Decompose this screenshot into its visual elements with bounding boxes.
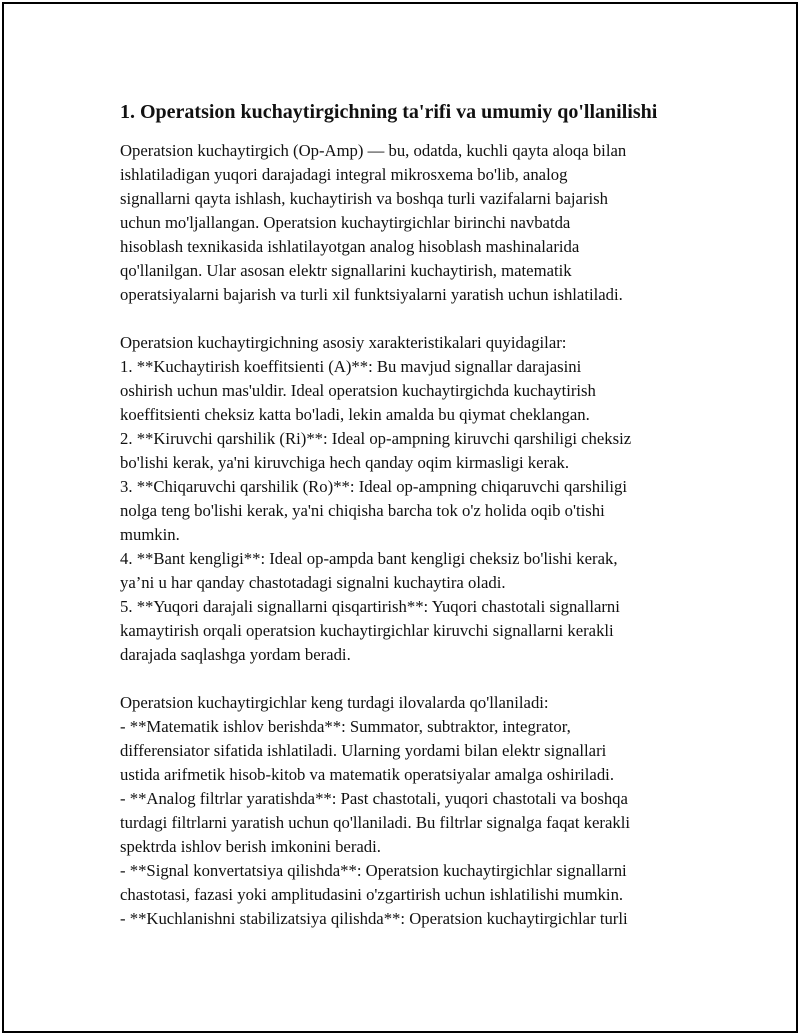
text-line: turdagi filtrlarni yaratish uchun qo'llaniladi. Bu filtrlar signalga faqat kerakli xyxy=(120,813,630,832)
text-line: koeffitsienti cheksiz katta bo'ladi, lekin amalda bu qiymat cheklangan. xyxy=(120,405,590,424)
text-line: nolga teng bo'lishi kerak, ya'ni chiqisha barcha tok o'z holida oqib o'tishi xyxy=(120,501,605,520)
text-line: - **Matematik ishlov berishda**: Summator, subtraktor, integrator, xyxy=(120,717,571,736)
text-line: - **Analog filtrlar yaratishda**: Past chastotali, yuqori chastotali va boshqa xyxy=(120,789,628,808)
characteristics-paragraph xyxy=(120,331,690,667)
text-line: Operatsion kuchaytirgich (Op-Amp) — bu, odatda, kuchli qayta aloqa bilan xyxy=(120,141,627,160)
section-heading: 1. Operatsion kuchaytirgichning ta'rifi va umumiy qo'llanilishi xyxy=(120,101,658,123)
text-line: oshirish uchun mas'uldir. Ideal operatsion kuchaytirgichda kuchaytirish xyxy=(120,381,596,400)
text-line: bo'lishi kerak, ya'ni kiruvchiga hech qanday oqim kirmasligi kerak. xyxy=(120,453,570,472)
text-line: darajada saqlashga yordam beradi. xyxy=(120,645,351,664)
text-line: 2. **Kiruvchi qarshilik (Ri)**: Ideal op-ampning kiruvchi qarshiligi cheksiz xyxy=(120,429,632,448)
text-line: uchun mo'ljallangan. Operatsion kuchaytirgichlar birinchi navbatda xyxy=(120,213,571,232)
text-line: 5. **Yuqori darajali signallarni qisqartirish**: Yuqori chastotali signallarni xyxy=(120,597,620,616)
text-line: kamaytirish orqali operatsion kuchaytirgichlar kiruvchi signallarni kerakli xyxy=(120,621,614,640)
applications-paragraph xyxy=(120,691,690,931)
intro-paragraph xyxy=(120,139,690,307)
text-line: 4. **Bant kengligi**: Ideal op-ampda bant kengligi cheksiz bo'lishi kerak, xyxy=(120,549,618,568)
text-line: Operatsion kuchaytirgichning asosiy xarakteristikalari quyidagilar: xyxy=(120,333,567,352)
text-line: - **Kuchlanishni stabilizatsiya qilishda**: Operatsion kuchaytirgichlar turli xyxy=(120,909,628,928)
page-frame xyxy=(2,2,798,1033)
text-line: differensiator sifatida ishlatiladi. Ularning yordami bilan elektr signallari xyxy=(120,741,607,760)
text-line: ya’ni u har qanday chastotadagi signalni kuchaytira oladi. xyxy=(120,573,506,592)
text-line: spektrda ishlov berish imkonini beradi. xyxy=(120,837,381,856)
text-line: mumkin. xyxy=(120,525,180,544)
text-line: chastotasi, fazasi yoki amplitudasini o'zgartirish uchun ishlatilishi mumkin. xyxy=(120,885,624,904)
text-line: operatsiyalarni bajarish va turli xil funktsiyalarni yaratish uchun ishlatiladi. xyxy=(120,285,623,304)
text-line: Operatsion kuchaytirgichlar keng turdagi ilovalarda qo'llaniladi: xyxy=(120,693,549,712)
text-line: signallarni qayta ishlash, kuchaytirish va boshqa turli vazifalarni bajarish xyxy=(120,189,608,208)
document-body xyxy=(120,99,690,955)
text-line: qo'llanilgan. Ular asosan elektr signallarini kuchaytirish, matematik xyxy=(120,261,572,280)
text-line: 1. **Kuchaytirish koeffitsienti (A)**: Bu mavjud signallar darajasini xyxy=(120,357,582,376)
text-line: ustida arifmetik hisob-kitob va matematik operatsiyalar amalga oshiriladi. xyxy=(120,765,614,784)
text-line: ishlatiladigan yuqori darajadagi integral mikrosxema bo'lib, analog xyxy=(120,165,568,184)
text-line: - **Signal konvertatsiya qilishda**: Operatsion kuchaytirgichlar signallarni xyxy=(120,861,627,880)
text-line: hisoblash texnikasida ishlatilayotgan analog hisoblash mashinalarida xyxy=(120,237,580,256)
text-line: 3. **Chiqaruvchi qarshilik (Ro)**: Ideal op-ampning chiqaruvchi qarshiligi xyxy=(120,477,628,496)
